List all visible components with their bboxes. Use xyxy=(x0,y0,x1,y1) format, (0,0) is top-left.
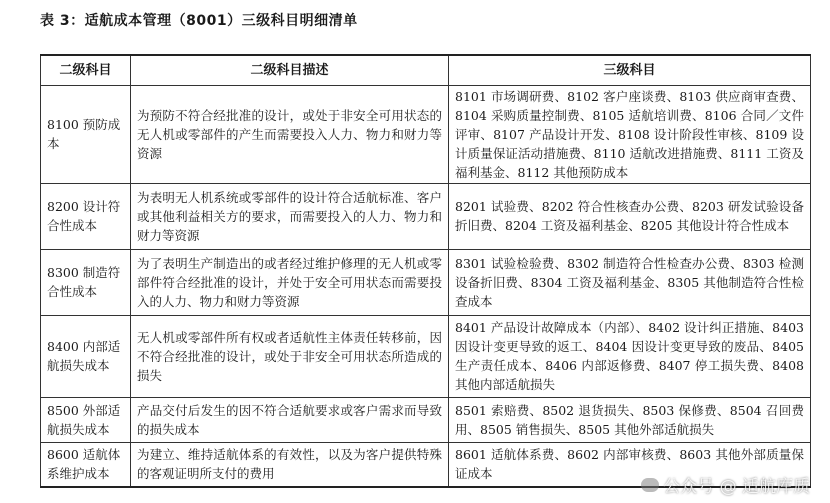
row-items: 8201 试验费、8202 符合性核查办公费、8203 研发试验设备折旧费、8204 工资及福利基金、8205 其他设计符合性成本 xyxy=(449,183,811,249)
subject-table xyxy=(40,54,811,488)
table-row xyxy=(41,315,811,397)
row-code: 8300 制造符合性成本 xyxy=(41,249,131,315)
row-code: 8100 预防成本 xyxy=(41,85,131,183)
row-code: 8200 设计符合性成本 xyxy=(41,183,131,249)
row-description: 为表明无人机系统或零部件的设计符合适航标准、客户或其他利益相关方的要求，而需要投入的人力、物力和财力等资源 xyxy=(131,183,449,249)
watermark-text: 公众号 @ 适航库质 xyxy=(663,477,810,497)
watermark xyxy=(641,472,810,497)
wechat-icon xyxy=(641,478,659,492)
table-caption: 表 3：适航成本管理（8001）三级科目明细清单 xyxy=(40,13,358,29)
row-items: 8501 索赔费、8502 退货损失、8503 保修费、8504 召回费用、8505 销售损失、8505 其他外部适航损失 xyxy=(449,397,811,442)
row-items: 8101 市场调研费、8102 客户座谈费、8103 供应商审查费、8104 采购质量控制费、8105 适航培训费、8106 合同／文件评审、8107 产品设计开发、8108 设计阶段性审核、8109 设计质量保证活动措施费、8110 适航改进措施费、8111 工资及福利基金、8112 其他预防成本 xyxy=(449,85,811,183)
row-code: 8500 外部适航损失成本 xyxy=(41,397,131,442)
row-code: 8600 适航体系维护成本 xyxy=(41,442,131,487)
row-description: 无人机或零部件所有权或者适航性主体责任转移前，因不符合经批准的设计，或处于非安全可用状态所造成的损失 xyxy=(131,315,449,397)
row-code: 8400 内部适航损失成本 xyxy=(41,315,131,397)
table-row xyxy=(41,85,811,183)
header-secondary-description: 二级科目描述 xyxy=(131,55,449,85)
row-description: 为建立、维持适航体系的有效性，以及为客户提供特殊的客观证明所支付的费用 xyxy=(131,442,449,487)
row-description: 为了表明生产制造出的或者经过维护修理的无人机或零部件符合经批准的设计，并处于安全可用状态而需要投入的人力、物力和财力等资源 xyxy=(131,249,449,315)
row-items: 8301 试验检验费、8302 制造符合性检查办公费、8303 检测设备折旧费、8304 工资及福利基金、8305 其他制造符合性检查成本 xyxy=(449,249,811,315)
table-row xyxy=(41,249,811,315)
row-description: 产品交付后发生的因不符合适航要求或客户需求而导致的损失成本 xyxy=(131,397,449,442)
row-description: 为预防不符合经批准的设计，或处于非安全可用状态的无人机或零部件的产生而需要投入人力、物力和财力等资源 xyxy=(131,85,449,183)
table-row xyxy=(41,397,811,442)
row-items: 8401 产品设计故障成本（内部）、8402 设计纠正措施、8403 因设计变更导致的返工、8404 因设计变更导致的废品、8405 生产责任成本、8406 内部返修费、8407 停工损失费、8408 其他内部适航损失 xyxy=(449,315,811,397)
row-items: 8601 适航体系费、8602 内部审核费、8603 其他外部质量保证成本 xyxy=(449,442,811,487)
header-tertiary-subject: 三级科目 xyxy=(449,55,811,85)
table-header-row xyxy=(41,55,811,85)
table-row xyxy=(41,183,811,249)
header-secondary-subject: 二级科目 xyxy=(41,55,131,85)
